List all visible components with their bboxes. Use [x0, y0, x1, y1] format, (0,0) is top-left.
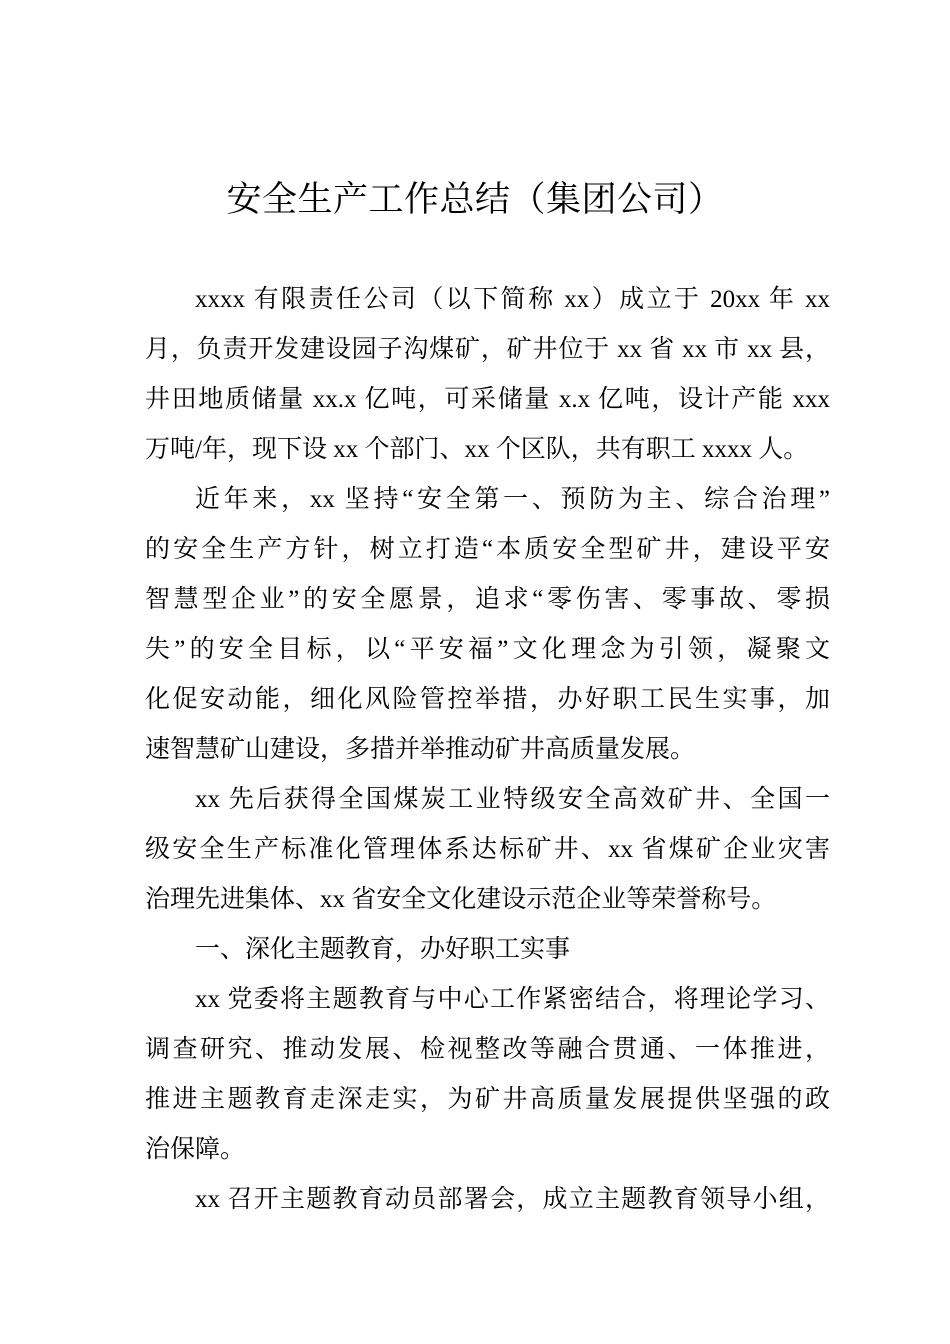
- paragraph-line: 级安全生产标准化管理体系达标矿井、xx 省煤矿企业灾害: [145, 836, 830, 863]
- paragraph-line: xx 党委将主题教育与中心工作紧密结合，将理论学习、: [195, 986, 830, 1013]
- paragraph-line: 推进主题教育走深走实，为矿井高质量发展提供坚强的政: [145, 1086, 830, 1113]
- paragraph-line: 治保障。: [145, 1136, 246, 1163]
- document-title: 安全生产工作总结（集团公司）: [226, 180, 724, 220]
- paragraph-company-intro: [145, 275, 830, 475]
- paragraph-line: 速智慧矿山建设，多措并举推动矿井高质量发展。: [145, 736, 696, 763]
- paragraph-line: xxxx 有限责任公司（以下简称 xx）成立于 20xx 年 xx: [195, 286, 830, 313]
- paragraph-line: xx 先后获得全国煤炭工业特级安全高效矿井、全国一: [195, 786, 830, 813]
- paragraph-line: 化促安动能，细化风险管控举措，办好职工民生实事，加: [145, 686, 830, 713]
- section-heading-1: [145, 925, 830, 975]
- section-heading-text: 一、深化主题教育，办好职工实事: [195, 936, 571, 963]
- document-body: [145, 275, 830, 1225]
- paragraph-line: xx 召开主题教育动员部署会，成立主题教育领导小组，: [195, 1186, 830, 1213]
- paragraph-mobilization-meeting: [145, 1175, 830, 1225]
- paragraph-line: 治理先进集体、xx 省安全文化建设示范企业等荣誉称号。: [145, 886, 777, 913]
- paragraph-line: 井田地质储量 xx.x 亿吨，可采储量 x.x 亿吨，设计产能 xxx: [145, 386, 830, 413]
- paragraph-line: 万吨/年，现下设 xx 个部门、xx 个区队，共有职工 xxxx 人。: [145, 436, 809, 463]
- paragraph-line: 调查研究、推动发展、检视整改等融合贯通、一体推进，: [145, 1036, 830, 1063]
- paragraph-honors: [145, 775, 830, 925]
- paragraph-line: 月，负责开发建设园子沟煤矿，矿井位于 xx 省 xx 市 xx 县，: [145, 336, 830, 363]
- paragraph-safety-policy: [145, 475, 830, 775]
- paragraph-line: 的安全生产方针，树立打造“本质安全型矿井，建设平安: [145, 536, 830, 563]
- paragraph-theme-education: [145, 975, 830, 1175]
- paragraph-line: 失”的安全目标，以“平安福”文化理念为引领，凝聚文: [145, 636, 830, 663]
- paragraph-line: 近年来，xx 坚持“安全第一、预防为主、综合治理”: [195, 486, 830, 513]
- paragraph-line: 智慧型企业”的安全愿景，追求“零伤害、零事故、零损: [145, 586, 830, 613]
